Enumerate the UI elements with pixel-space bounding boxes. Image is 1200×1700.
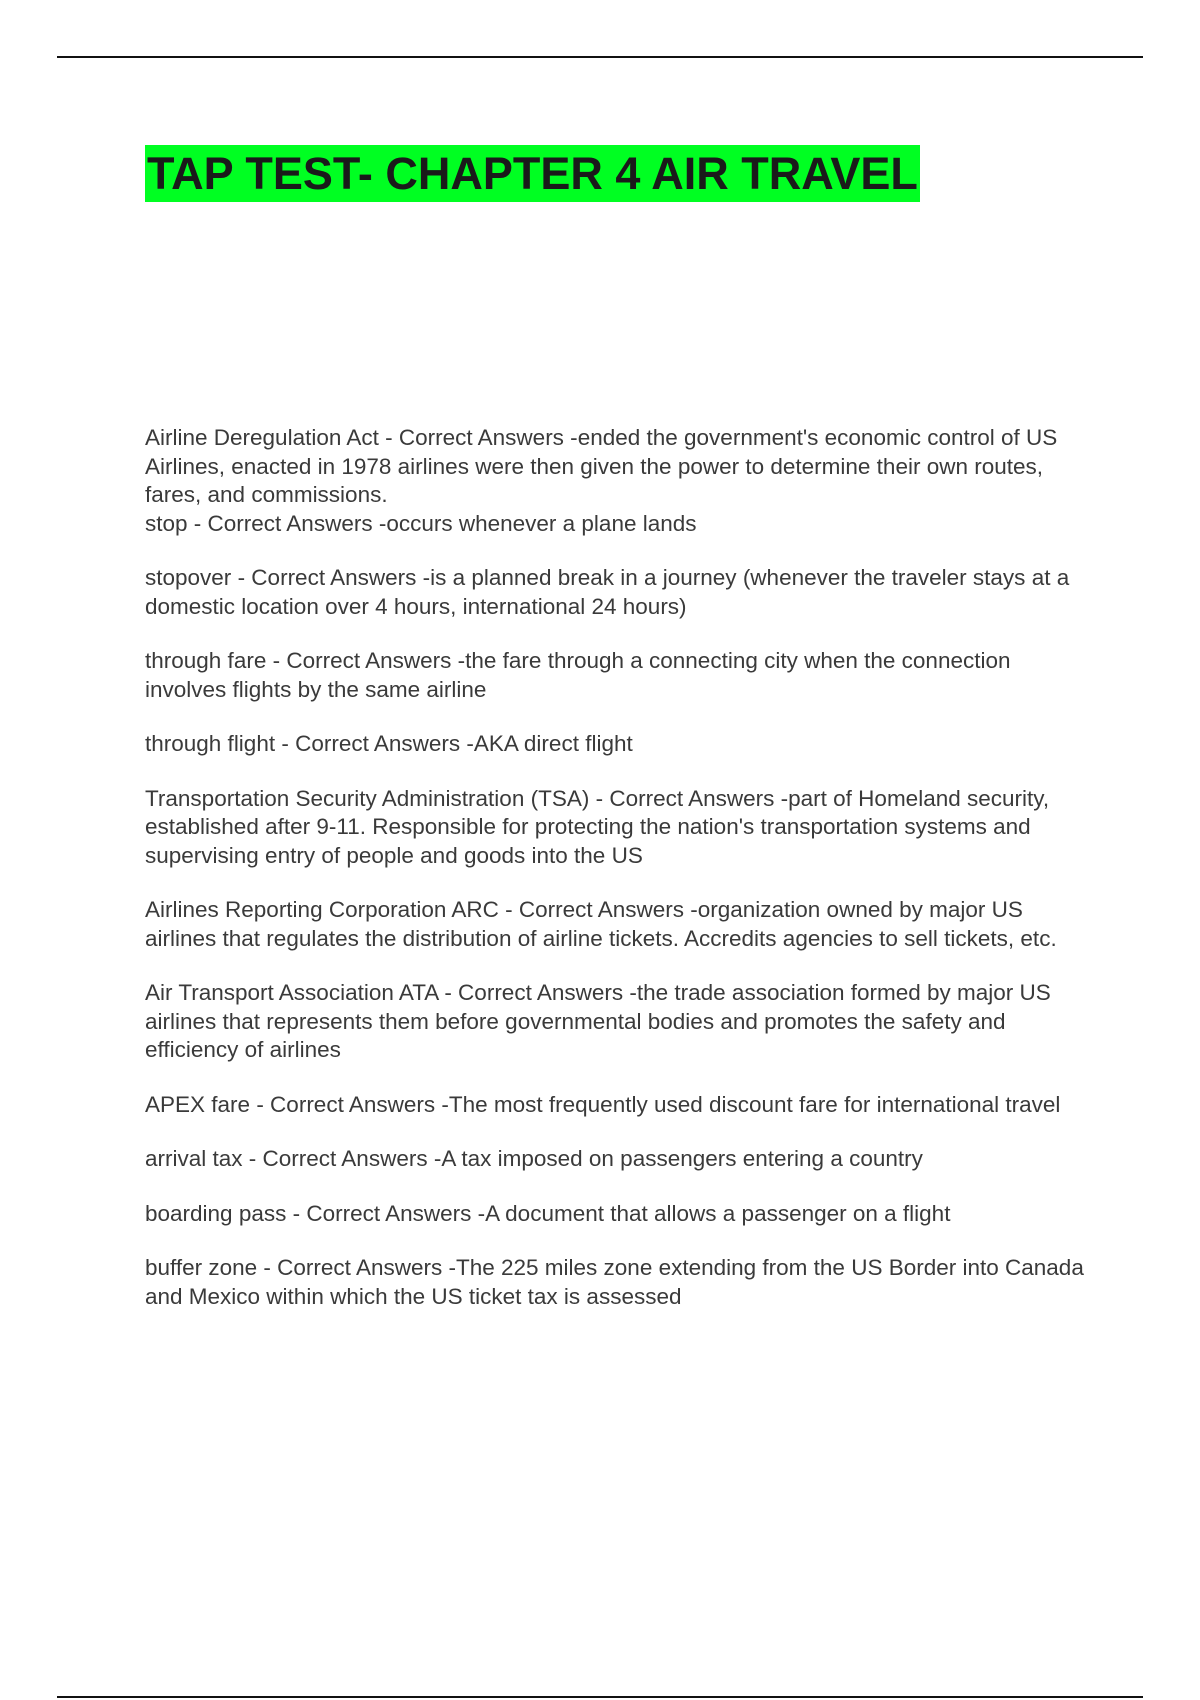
entry-separator: - Correct Answers - [498, 897, 698, 922]
list-item [145, 647, 1095, 704]
entry-term: APEX fare [145, 1091, 251, 1117]
entry-term: Airline Deregulation Act [145, 425, 379, 450]
title-block [145, 145, 920, 202]
entry-answer: the fare through a connecting city when the connection involves flights by the same airline [145, 648, 1011, 702]
entry-separator: - Correct Answers - [266, 648, 466, 673]
list-item [145, 424, 1095, 510]
entry-term: boarding pass [145, 1200, 287, 1226]
flashcard-list [145, 424, 1095, 1311]
entry-separator: - Correct Answers - [286, 1200, 486, 1226]
list-item [145, 785, 1095, 871]
entry-term: through flight [145, 731, 276, 756]
entry-separator: - Correct Answers - [257, 1255, 456, 1280]
page-title: TAP TEST- CHAPTER 4 AIR TRAVEL [145, 145, 920, 202]
entry-answer: the trade association formed by major US airlines that represents them before governmental bodies and promotes the safety and efficiency of airlines [145, 980, 1051, 1062]
list-item [145, 1254, 1095, 1311]
entry-term: Transportation Security Administration (TSA) [145, 785, 590, 811]
entry-answer: AKA direct flight [473, 731, 633, 756]
entry-answer: organization owned by major US airlines that regulates the distribution of airline tickets. Accredits agencies to sell tickets, etc. [145, 897, 1057, 951]
entry-answer: ended the government's economic control of US Airlines, enacted in 1978 airlines were then given the power to determine their own routes, fares, and commissions. [145, 425, 1058, 507]
list-item [145, 510, 1095, 539]
entry-answer: The 225 miles zone extending from the US Border into Canada and Mexico within which the US ticket tax is assessed [145, 1255, 1084, 1309]
entry-separator: - Correct Answers - [589, 785, 789, 811]
list-item [145, 730, 1095, 759]
list-item [145, 1145, 1095, 1174]
entry-answer: The most frequently used discount fare for international travel [448, 1091, 1061, 1117]
entry-separator: - Correct Answers - [438, 980, 637, 1005]
list-item [145, 1200, 1095, 1229]
list-item [145, 564, 1095, 621]
entry-separator: - Correct Answers - [231, 565, 431, 590]
entry-separator: - Correct Answers - [275, 731, 474, 756]
top-rule [57, 56, 1143, 58]
entry-term: stopover [145, 565, 232, 590]
entry-separator: - Correct Answers - [250, 1091, 449, 1117]
entry-answer: A document that allows a passenger on a flight [485, 1200, 951, 1226]
bottom-rule [57, 1696, 1143, 1698]
entry-term: buffer zone [145, 1255, 258, 1280]
entry-separator: - Correct Answers - [187, 510, 387, 536]
list-item [145, 896, 1095, 953]
entry-term: stop [145, 510, 188, 536]
entry-answer: is a planned break in a journey (whenever the traveler stays at a domestic location over 4 hours, international 24 hours) [145, 565, 1070, 619]
entry-term: Airlines Reporting Corporation ARC [145, 897, 499, 922]
entry-term: arrival tax [145, 1146, 243, 1171]
entry-answer: occurs whenever a plane lands [386, 510, 697, 536]
entry-separator: - Correct Answers - [242, 1146, 442, 1171]
entry-separator: - Correct Answers - [378, 425, 578, 450]
entry-answer: part of Homeland security, established after 9-11. Responsible for protecting the nation's transportation systems and supervising entry of people and goods into the US [145, 785, 1050, 868]
entry-term: Air Transport Association ATA [145, 980, 439, 1005]
entry-answer: A tax imposed on passengers entering a country [441, 1146, 923, 1171]
list-item [145, 979, 1095, 1065]
entry-term: through fare [145, 648, 267, 673]
list-item [145, 1091, 1095, 1120]
